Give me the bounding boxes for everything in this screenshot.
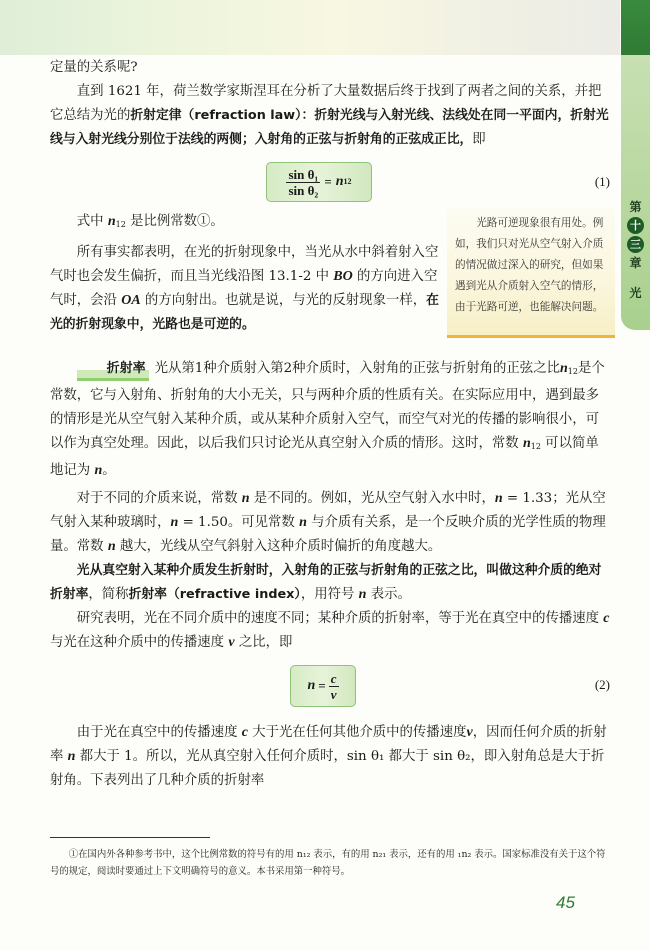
footnote [50,846,610,880]
left-column [50,210,440,337]
chapter-label [621,198,650,302]
formula-2-row [50,655,610,717]
paragraph-n12: 式中 $n_{12}$ 是比例常数①。 [76,214,224,229]
refraction-law-statement: 折射定律（refraction law）：折射光线与入射光线、法线处在同一平面内，折射光线与入射光线分别位于法线的两侧；入射角的正弦与折射角的正弦成正比， [50,108,609,147]
sidenote-text: 光路可逆现象很有用处。例如，我们只对光从空气射入介质的情况做过深入的研究，但如果遇到光从介质射入空气的情形，由于光路可逆，也能解决问题。 [455,217,604,313]
formula-1-fraction: $\frac{\text{sin θ₁}}{\text{sin θ₂}}$ [288,166,319,198]
keyword-refractive-index: 折射率 [77,360,149,381]
footnote-text: ①在国内外各种参考书中，这个比例常数的符号有的用 n₁₂ 表示，有的用 n₂₁ 表示，还有的用 ₁n₂ 表示。国家标准没有关于这个符号的规定，阅读时要通过上下文明确符号的意义。本书采用第一种符号。 [50,849,606,877]
formula-1-row [50,156,610,208]
chapter-tab-header [621,0,650,55]
equation-number-2: (2) [594,677,610,692]
page-header-band [0,0,620,55]
paragraph-reversible: 所有事实都表明，在光的折射现象中，当光从水中斜着射入空气时也会发生偏折，而且当光线沿图 13.1-2 中 BO 的方向进入空气时，会沿 OA 的方向射出。也就是说，与光的反射现象一样，在光的折射现象中，光路也是可逆的。 [50,245,439,332]
chapter-char-di: 第 [629,200,642,214]
chapter-tab [621,55,650,330]
chapter-number-three: 三 [627,236,644,253]
paragraph-conclusion: 由于光在真空中的传播速度 c 大于光在任何其他介质中的传播速度v，因而任何介质的折射率 n 都大于 1。所以，光从真空射入任何介质时，sin θ₁ 都大于 sin θ₂，即入射角总是大于折射角。下表列出了几种介质的折射率 [50,725,607,788]
paragraph-speed: 研究表明，光在不同介质中的速度不同；某种介质的折射率，等于光在真空中的传播速度 c 与光在这种介质中的传播速度 v 之比，即 [50,611,610,650]
footnote-divider [50,837,210,838]
paragraph-definition: 光从真空射入某种介质发生折射时，入射角的正弦与折射角的正弦之比，叫做这种介质的绝对折射率，简称折射率（refractive index），用符号 n 表示。 [50,563,602,602]
formula-1-box: $\frac{\text{sin θ₁}}{\text{sin θ₂}}$ = n 12 [266,162,372,202]
chapter-title-light: 光 [629,286,642,300]
paragraph-examples: 对于不同的介质来说，常数 n 是不同的。例如，光从空气射入水中时，n = 1.33；光从空气射入某种玻璃时，n = 1.50。可见常数 n 与介质有关系，是一个反映介质的光学性质的物理量。常数 n 越大，光线从空气斜射入这种介质时偏折的角度越大。 [50,491,606,554]
sidenote-box [447,208,615,338]
formula-2-fraction: $\frac{c}{v}$ [330,670,337,702]
chapter-number-ten: 十 [627,217,644,234]
formula-2-box: n = $\frac{c}{v}$ [290,665,356,707]
page-number: 45 [556,893,575,912]
equation-number-1: (1) [594,174,610,189]
paragraph-refractive-index: 折射率 光从第1种介质射入第2种介质时，入射角的正弦与折射角的正弦之比$n_{12}$是个常数，它与入射角、折射角的大小无关，只与两种介质的性质有关。在实际应用中，遇到最多的情形是光从空气射入某种介质，或从某种介质射入空气，而空气对光的传播的影响很小，可以作为真空处理。因此，以后我们只讨论光从真空射入介质的情形。这时，常数 $n_{12}$ 可以简单地记为 n。 [50,361,605,478]
paragraph-0: 定量的关系呢? [50,60,138,75]
main-text [50,56,610,793]
paragraph-snell: 直到 1621 年，荷兰数学家斯涅耳在分析了大量数据后终于找到了两者之间的关系，并把它总结为光的折射定律（refraction law）：折射光线与入射光线、法线处在同一平面内，折射光线与入射光线分别位于法线的两侧；入射角的正弦与折射角的正弦成正比，即 [50,84,609,147]
chapter-char-zhang: 章 [629,256,642,270]
